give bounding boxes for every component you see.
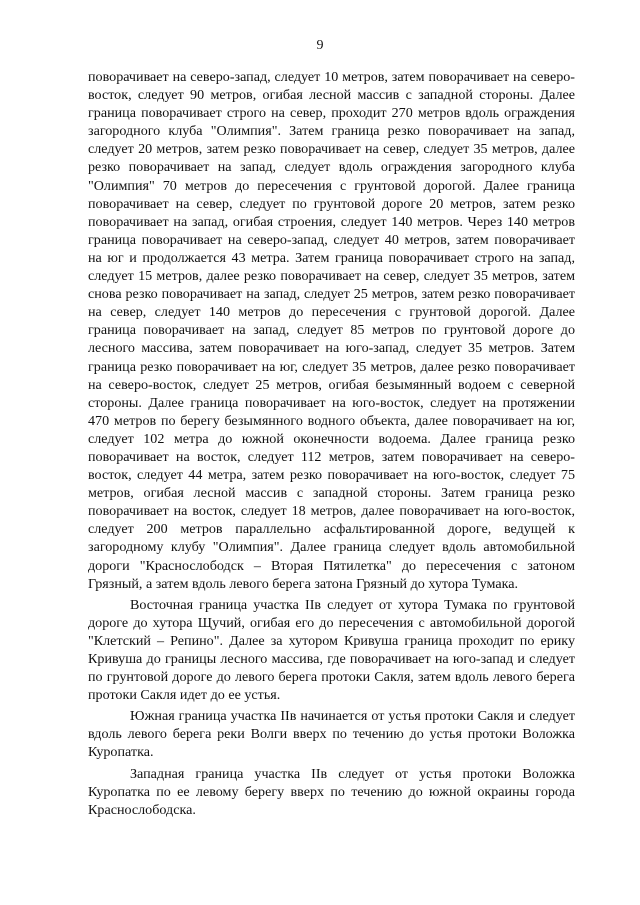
- paragraph-eastern-boundary: Восточная граница участка IIв следует от хутора Тумака по грунтовой дороге до хутора Щучий, огибая его до пересечения с автомобильной дорогой "Клетский – Репино". Далее за хутором Кривуша граница проходит по ерику Кривуша до границы лесного массива, где поворачивает на юго-запад и следует по грунтовой дороге до левого берега протоки Сакля, затем вдоль левого берега протоки Сакля идет до ее устья.: [88, 596, 575, 704]
- paragraph-western-boundary: Западная граница участка IIв следует от устья протоки Воложка Куропатка по ее левому берегу вверх по течению до южной окраины города Краснослободска.: [88, 765, 575, 818]
- paragraph-southern-boundary: Южная граница участка IIв начинается от устья протоки Сакля и следует вдоль левого берега реки Волги вверх по течению до устья протоки Воложка Куропатка.: [88, 708, 575, 761]
- page-number: 9: [316, 38, 324, 53]
- document-body: [88, 68, 575, 819]
- paragraph-western-boundary-continuation: поворачивает на северо-запад, следует 10 метров, затем поворачивает на северо-восток, следует 90 метров, огибая лесной массив с западной стороны. Далее граница поворачивает строго на север, проходит 270 метров вдоль ограждения загородного клуба "Олимпия". Затем граница резко поворачивает на запад, следует 20 метров, затем резко поворачивает на север, следует 35 метров, далее резко поворачивает на запад, следует вдоль ограждения загородного клуба "Олимпия" 70 метров до пересечения с грунтовой дорогой. Далее граница поворачивает на север, следует по грунтовой дороге 20 метров, затем резко поворачивает на запад, огибая строения, следует 140 метров. Через 140 метров граница поворачивает на северо-запад, следует 40 метров, затем поворачивает на юг и продолжается 43 метра. Затем граница поворачивает строго на запад, следует 15 метров, далее резко поворачивает на север, следует 35 метров, затем снова резко поворачивает на запад, следует 25 метров, затем резко поворачивает на север, следует 140 метров до пересечения с грунтовой дорогой. Далее граница поворачивает на запад, следует 85 метров по грунтовой дороге до лесного массива, затем поворачивает на юго-запад, следует 35 метров. Затем граница резко поворачивает на юг, следует 35 метров, далее резко поворачивает на северо-восток, следует 25 метров, огибая безымянный водоем с северной стороны. Далее граница поворачивает на юго-восток, следует на протяжении 470 метров по берегу безымянного водного объекта, далее поворачивает на юг, следует 102 метра до южной оконечности водоема. Далее граница резко поворачивает на восток, следует 112 метров, затем поворачивает на северо-восток, следует 44 метра, затем резко поворачивает на юго-восток, следует 75 метров, огибая лесной массив с западной стороны. Затем граница резко поворачивает на восток, следует 18 метров, далее поворачивает на юго-восток, следует 200 метров параллельно асфальтированной дороге, ведущей к загородному клубу "Олимпия". Далее граница следует вдоль автомобильной дороги "Краснослободск – Вторая Пятилетка" до пересечения с затоном Грязный, а затем вдоль левого берега затона Грязный до хутора Тумака.: [88, 69, 575, 592]
